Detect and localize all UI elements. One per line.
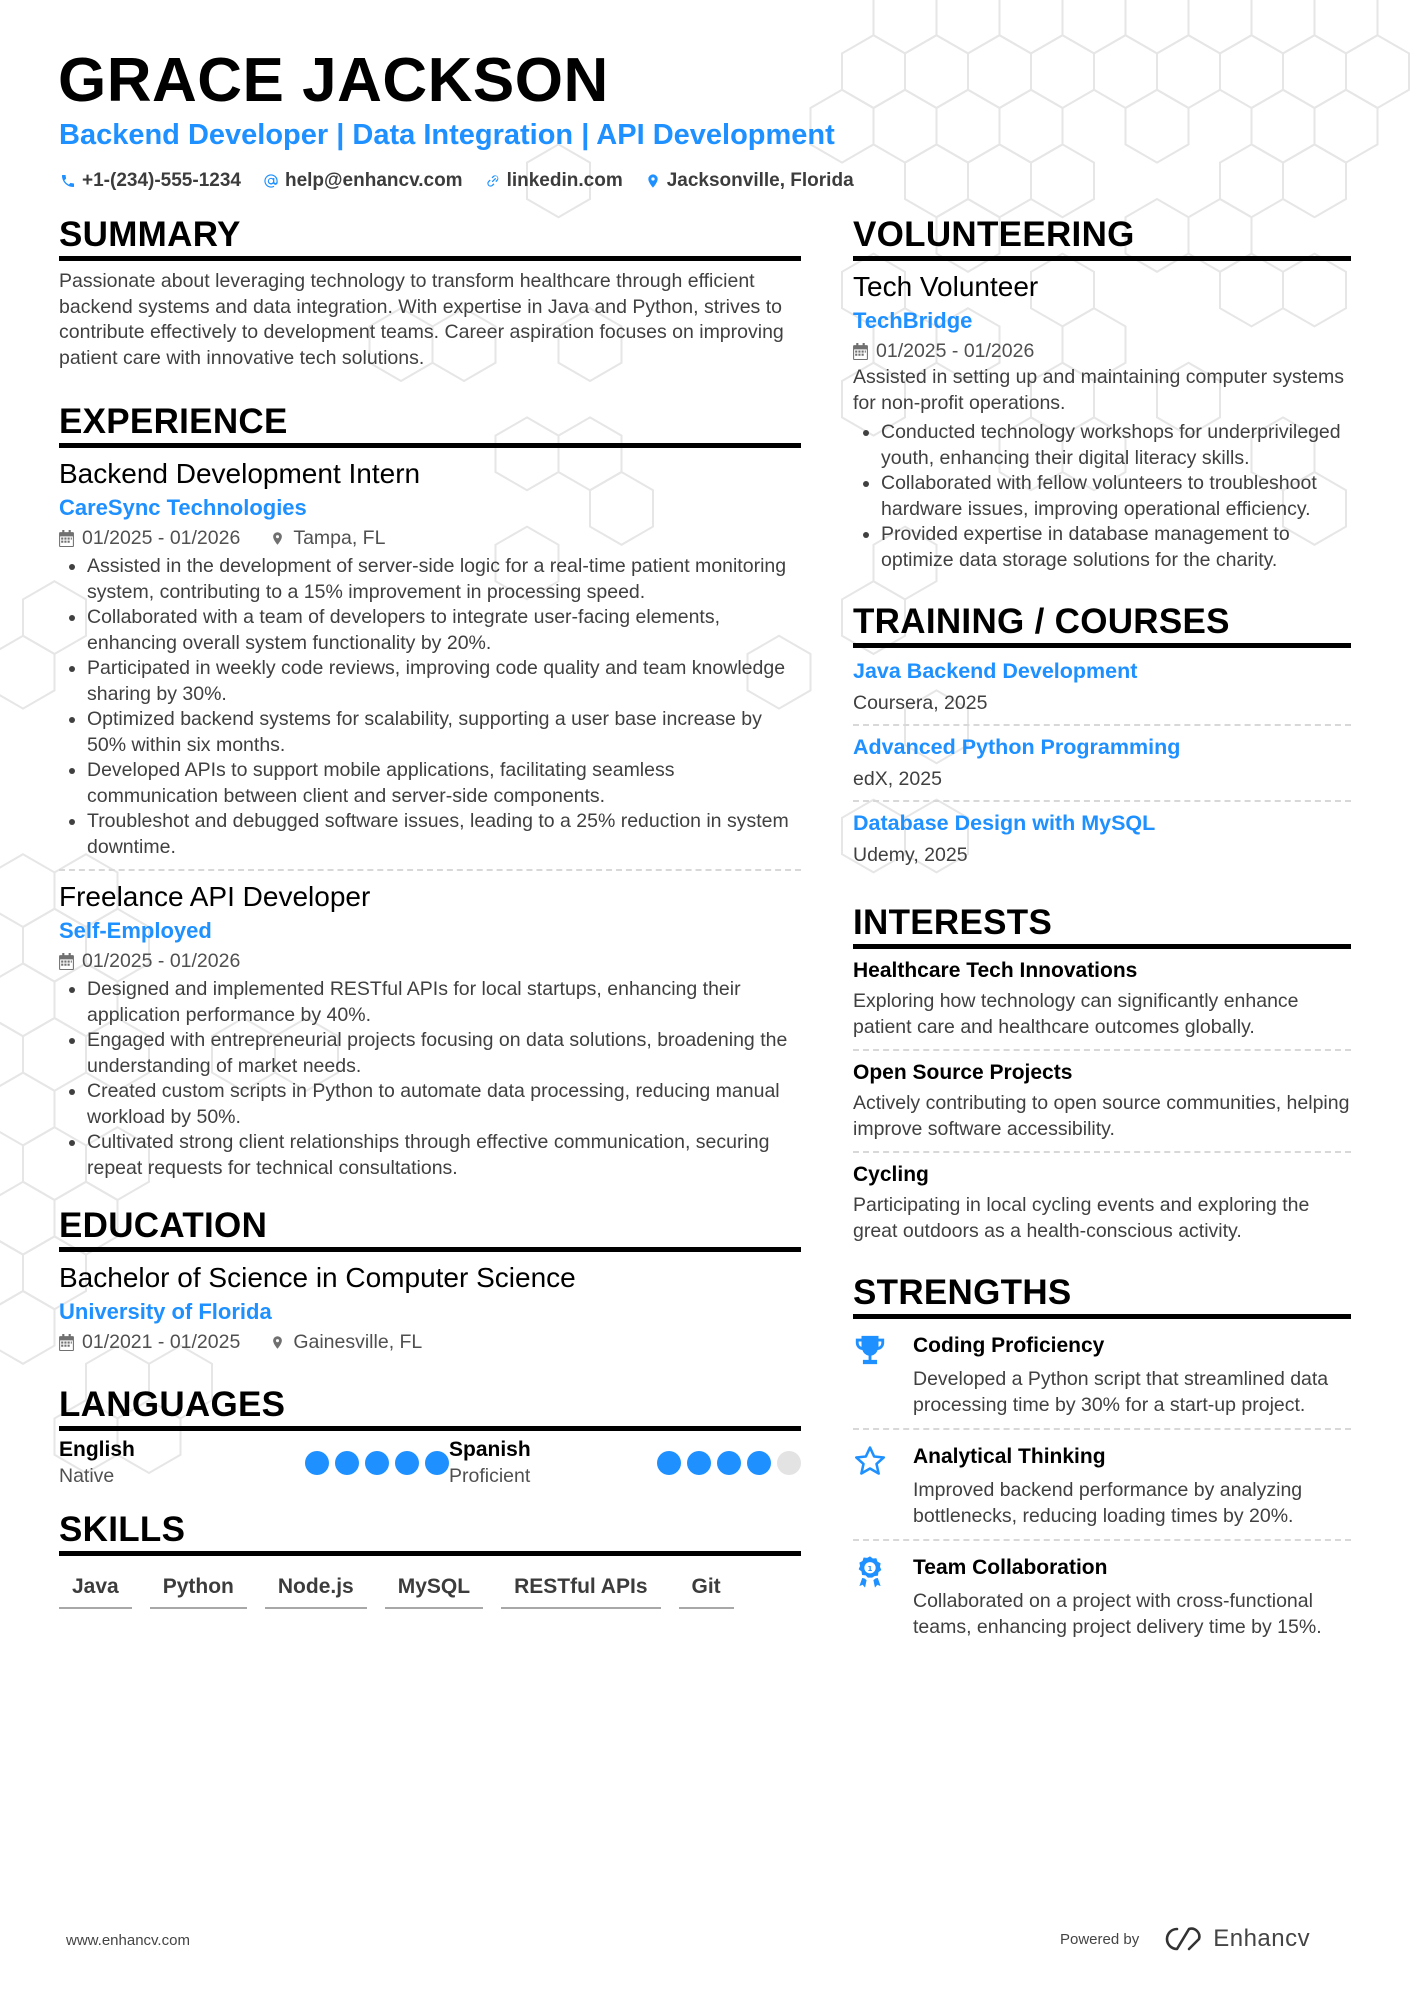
volunteer-description: Assisted in setting up and maintaining computer systems for non-profit operations. [853,366,1344,414]
interest-item [853,1059,1351,1142]
experience-entry [59,456,801,860]
education-dates-text: 01/2021 - 01/2025 [82,1331,241,1353]
summary-text: Passionate about leveraging technology to transform healthcare through efficient backend systems and data integration. With expertise in Java and Python, strives to contribute effectively to development teams. Career aspiration focuses on improving patient care with innovative tech solutions. [59,270,784,369]
education-location-text: Gainesville, FL [293,1331,423,1353]
brand-name: Enhancv [1213,1925,1311,1952]
contact-location-text: Jacksonville, Florida [666,170,854,191]
interest-title: Healthcare Tech Innovations [853,959,1138,982]
education-location [270,1328,422,1356]
education-meta [59,1328,801,1356]
skill-tag: MySQL [385,1568,483,1609]
volunteer-dates-text: 01/2025 - 01/2026 [876,340,1035,362]
entry-divider [853,1428,1351,1430]
language-rating [305,1451,449,1475]
volunteer-meta [853,337,1351,365]
section-title-interests: INTERESTS [853,902,1351,949]
course-title: Database Design with MySQL [853,811,1156,835]
contact-bar [60,168,854,194]
rating-dot-empty [777,1451,801,1475]
rating-dot-filled [687,1451,711,1475]
education-dates [59,1328,240,1356]
bullet: • Developed APIs to support mobile applications, facilitating seamless communication between client and server-side components. [87,758,801,809]
language-item [449,1437,801,1489]
volunteer-dates [853,337,1034,365]
interest-item [853,1161,1351,1244]
phone-icon [60,173,76,189]
training-section [853,601,1351,870]
company-name: Self-Employed [59,918,212,943]
contact-email[interactable] [263,168,463,194]
rating-dot-filled [717,1451,741,1475]
rating-dot-filled [747,1451,771,1475]
job-meta [59,947,801,975]
calendar-icon [853,343,868,360]
at-icon [263,173,279,189]
location-icon [645,173,661,189]
strength-item [853,1553,1351,1640]
interest-description: Exploring how technology can significantly enhance patient care and healthcare outcomes globally. [853,990,1299,1038]
course-item [853,656,1351,718]
interest-description: Actively contributing to open source communities, helping improve software accessibility. [853,1092,1350,1140]
contact-linkedin-text: linkedin.com [506,170,623,191]
bullet: • Collaborated with fellow volunteers to troubleshoot hardware issues, improving operational efficiency. [881,471,1351,522]
course-title: Java Backend Development [853,659,1138,683]
interest-title: Cycling [853,1163,929,1186]
entry-divider [853,800,1351,802]
left-column [59,214,801,1639]
contact-phone[interactable] [60,168,241,194]
experience-entry [59,879,801,1181]
interest-item [853,957,1351,1040]
footer-website-link[interactable]: www.enhancv.com [66,1932,190,1949]
bullet: • Assisted in the development of server-side logic for a real-time patient monitoring system, contributing to a 15% improvement in processing speed. [87,554,801,605]
skill-tag: Node.js [265,1568,367,1609]
entry-divider [853,1539,1351,1541]
job-bullets [59,977,801,1181]
volunteer-org: TechBridge [853,308,973,333]
entry-divider [59,869,801,871]
strength-title: Coding Proficiency [913,1334,1105,1357]
strength-description: Collaborated on a project with cross-functional teams, enhancing project delivery time by 15%. [913,1590,1322,1638]
interests-section [853,902,1351,1244]
star-icon [853,1444,887,1478]
experience-section [59,401,801,1181]
entry-divider [853,1049,1351,1051]
location-pin-icon [270,530,285,547]
company-name: CareSync Technologies [59,495,307,520]
summary-section [59,214,801,371]
contact-location [645,168,854,194]
education-section [59,1205,801,1356]
course-title: Advanced Python Programming [853,735,1181,759]
svg-text:1: 1 [867,1563,873,1573]
language-name: English [59,1438,135,1461]
skills-section [59,1509,801,1609]
enhancv-logo[interactable] [1161,1925,1310,1953]
school-name: University of Florida [59,1299,272,1324]
languages-list [59,1437,801,1489]
section-title-education: EDUCATION [59,1205,801,1252]
job-dates [59,947,240,975]
footer-powered-by [1060,1925,1310,1953]
course-item [853,808,1351,870]
language-level: Native [59,1465,115,1487]
skill-tag: Java [59,1568,132,1609]
job-title: Freelance API Developer [59,881,371,912]
strength-description: Developed a Python script that streamlined data processing time by 30% for a start-up project. [913,1368,1329,1416]
job-location [270,524,385,552]
bullet: • Designed and implemented RESTful APIs for local startups, enhancing their application performance by 40%. [87,977,801,1028]
rating-dot-filled [305,1451,329,1475]
rating-dot-filled [425,1451,449,1475]
section-title-summary: SUMMARY [59,214,801,261]
strengths-section [853,1272,1351,1640]
right-column [853,214,1351,1670]
candidate-name: GRACE JACKSON [58,46,609,115]
section-title-strengths: STRENGTHS [853,1272,1351,1319]
trophy-icon [853,1333,887,1367]
strength-title: Team Collaboration [913,1556,1108,1579]
degree: Bachelor of Science in Computer Science [59,1262,576,1293]
course-provider: Udemy, 2025 [853,844,968,866]
language-name: Spanish [449,1438,531,1461]
calendar-icon [59,530,74,547]
bullet: • Engaged with entrepreneurial projects focusing on data solutions, broadening the understanding of market needs. [87,1028,801,1079]
calendar-icon [59,953,74,970]
language-rating [657,1451,801,1475]
job-meta [59,524,801,552]
volunteer-role: Tech Volunteer [853,271,1039,302]
calendar-icon [59,1334,74,1351]
bullet: • Participated in weekly code reviews, improving code quality and team knowledge sharing by 30%. [87,656,801,707]
job-dates-text: 01/2025 - 01/2026 [82,950,241,972]
strength-title: Analytical Thinking [913,1445,1106,1468]
volunteer-bullets [853,420,1351,573]
link-icon [485,173,501,189]
section-title-skills: SKILLS [59,1509,801,1556]
rating-dot-filled [657,1451,681,1475]
enhancv-logo-icon [1161,1925,1205,1953]
job-bullets [59,554,801,860]
language-item [59,1437,449,1489]
award-ribbon-icon [853,1555,887,1589]
interest-title: Open Source Projects [853,1061,1073,1084]
bullet: • Collaborated with a team of developers to integrate user-facing elements, enhancing overall system functionality by 20%. [87,605,801,656]
volunteering-section [853,214,1351,573]
job-dates-text: 01/2025 - 01/2026 [82,527,241,549]
job-title: Backend Development Intern [59,458,421,489]
section-title-experience: EXPERIENCE [59,401,801,448]
strength-description: Improved backend performance by analyzing bottlenecks, reducing loading times by 20%. [913,1479,1303,1527]
rating-dot-filled [335,1451,359,1475]
entry-divider [853,1151,1351,1153]
contact-linkedin[interactable] [485,168,623,194]
job-location-text: Tampa, FL [293,527,386,549]
skill-tag: Git [679,1568,734,1609]
skill-tag: RESTful APIs [501,1568,660,1609]
bullet: • Cultivated strong client relationships through effective communication, securing repeat requests for technical consultations. [87,1130,801,1181]
location-pin-icon [270,1334,285,1351]
bullet: • Conducted technology workshops for underprivileged youth, enhancing their digital literacy skills. [881,420,1351,471]
entry-divider [853,724,1351,726]
powered-by-label: Powered by [1060,1930,1140,1948]
bullet: • Optimized backend systems for scalability, supporting a user base increase by 50% within six months. [87,707,801,758]
strength-item [853,1442,1351,1529]
rating-dot-filled [365,1451,389,1475]
strength-item [853,1331,1351,1418]
section-title-volunteering: VOLUNTEERING [853,214,1351,261]
skill-tag: Python [150,1568,247,1609]
contact-phone-text: +1-(234)-555-1234 [82,170,241,191]
language-level: Proficient [449,1465,531,1487]
contact-email-text: help@enhancv.com [284,170,463,191]
interest-description: Participating in local cycling events and exploring the great outdoors as a health-conscious activity. [853,1194,1310,1242]
headline: Backend Developer | Data Integration | API Development [59,119,835,151]
bullet: • Troubleshot and debugged software issues, leading to a 25% reduction in system downtime. [87,809,801,860]
skills-list [59,1568,801,1609]
bullet: • Provided expertise in database management to optimize data storage solutions for the charity. [881,522,1351,573]
bullet: • Created custom scripts in Python to automate data processing, reducing manual workload by 50%. [87,1079,801,1130]
course-provider: Coursera, 2025 [853,692,988,714]
section-title-training: TRAINING / COURSES [853,601,1351,648]
languages-section [59,1384,801,1489]
course-provider: edX, 2025 [853,768,942,790]
course-item [853,732,1351,794]
section-title-languages: LANGUAGES [59,1384,801,1431]
job-dates [59,524,240,552]
rating-dot-filled [395,1451,419,1475]
